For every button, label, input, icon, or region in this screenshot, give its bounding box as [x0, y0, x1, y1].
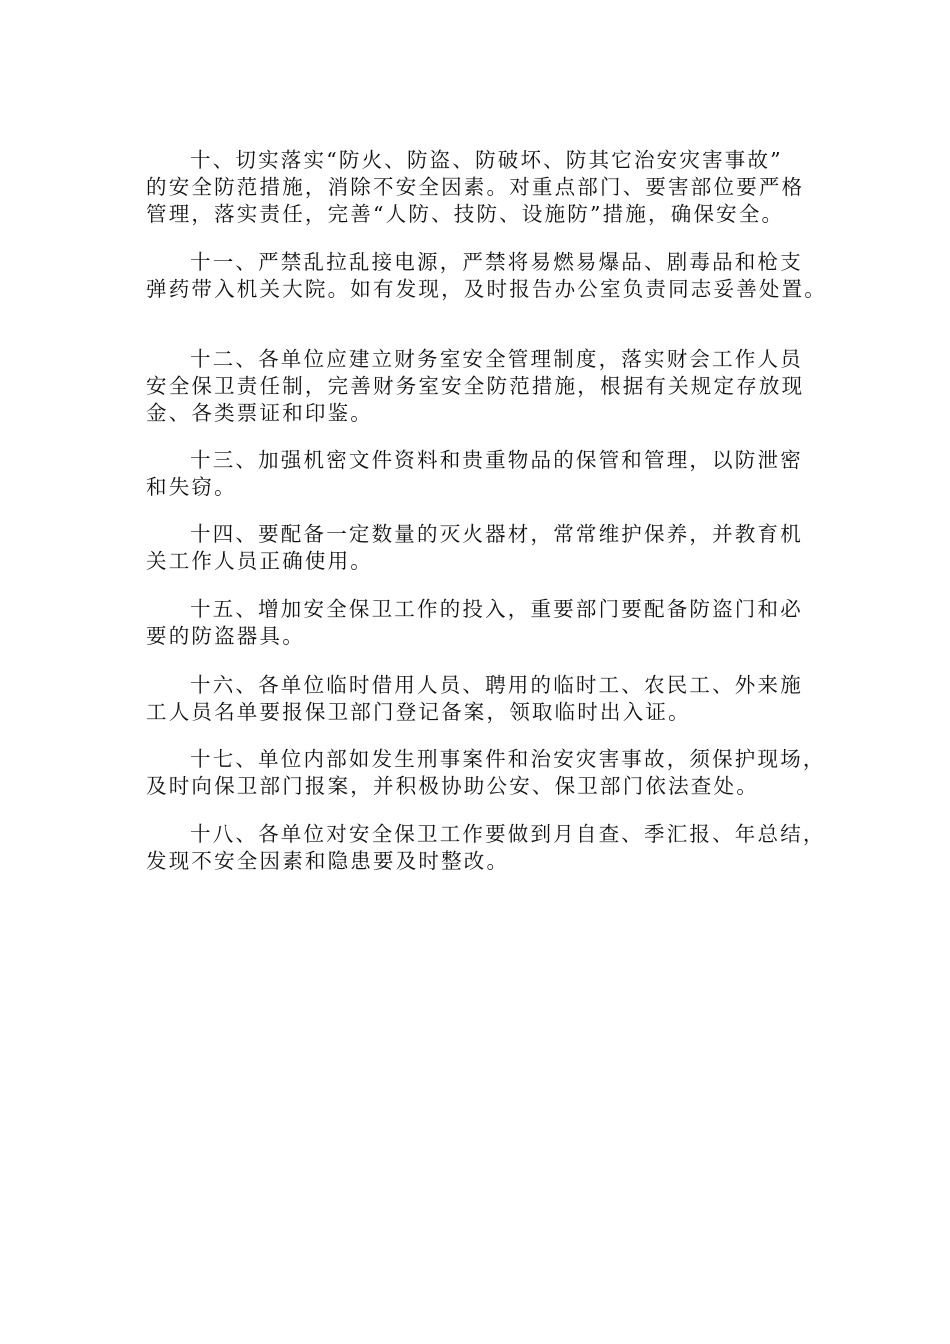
paragraph-line: 十、切实落实“防火、防盗、防破坏、防其它治安灾害事故” [190, 148, 783, 172]
paragraph-line: 安全保卫责任制，完善财务室安全防范措施，根据有关规定存放现 [146, 374, 805, 398]
paragraph-16 [146, 672, 810, 726]
paragraph-line: 十一、严禁乱拉乱接电源，严禁将易燃易爆品、剧毒品和枪支 [190, 250, 803, 274]
paragraph-10 [146, 147, 810, 228]
paragraph-12 [146, 346, 810, 427]
paragraph-line: 和失窃。 [146, 475, 237, 499]
paragraph-line: 弹药带入机关大院。如有发现，及时报告办公室负责同志妥善处置。 [146, 277, 827, 301]
paragraph-line: 的安全防范措施，消除不安全因素。对重点部门、要害部位要严格 [146, 175, 805, 199]
paragraph-line: 金、各类票证和印鉴。 [146, 401, 373, 425]
paragraph-line: 十七、单位内部如发生刑事案件和治安灾害事故，须保护现场， [190, 747, 826, 771]
paragraph-11 [146, 249, 827, 303]
paragraph-line: 工人员名单要报保卫部门登记备案，领取临时出入证。 [146, 700, 691, 724]
paragraph-line: 十二、各单位应建立财务室安全管理制度，落实财会工作人员 [190, 347, 803, 371]
paragraph-line: 要的防盗器具。 [146, 624, 305, 648]
paragraph-line: 十八、各单位对安全保卫工作要做到月自查、季汇报、年总结， [190, 822, 826, 846]
paragraph-line: 十五、增加安全保卫工作的投入，重要部门要配备防盗门和必 [190, 597, 803, 621]
paragraph-15 [146, 596, 810, 650]
paragraph-line: 及时向保卫部门报案，并积极协助公安、保卫部门依法查处。 [146, 774, 759, 798]
paragraph-line: 管理，落实责任，完善“人防、技防、设施防”措施，确保安全。 [146, 202, 785, 226]
paragraph-17 [146, 746, 826, 800]
paragraph-line: 发现不安全因素和隐患要及时整改。 [146, 849, 510, 873]
paragraph-13 [146, 447, 810, 501]
paragraph-14 [146, 521, 810, 575]
paragraph-line: 关工作人员正确使用。 [146, 549, 373, 573]
paragraph-line: 十三、加强机密文件资料和贵重物品的保管和管理，以防泄密 [190, 448, 803, 472]
paragraph-18 [146, 821, 826, 875]
paragraph-line: 十六、各单位临时借用人员、聘用的临时工、农民工、外来施 [190, 673, 803, 697]
paragraph-line: 十四、要配备一定数量的灭火器材，常常维护保养，并教育机 [190, 522, 803, 546]
